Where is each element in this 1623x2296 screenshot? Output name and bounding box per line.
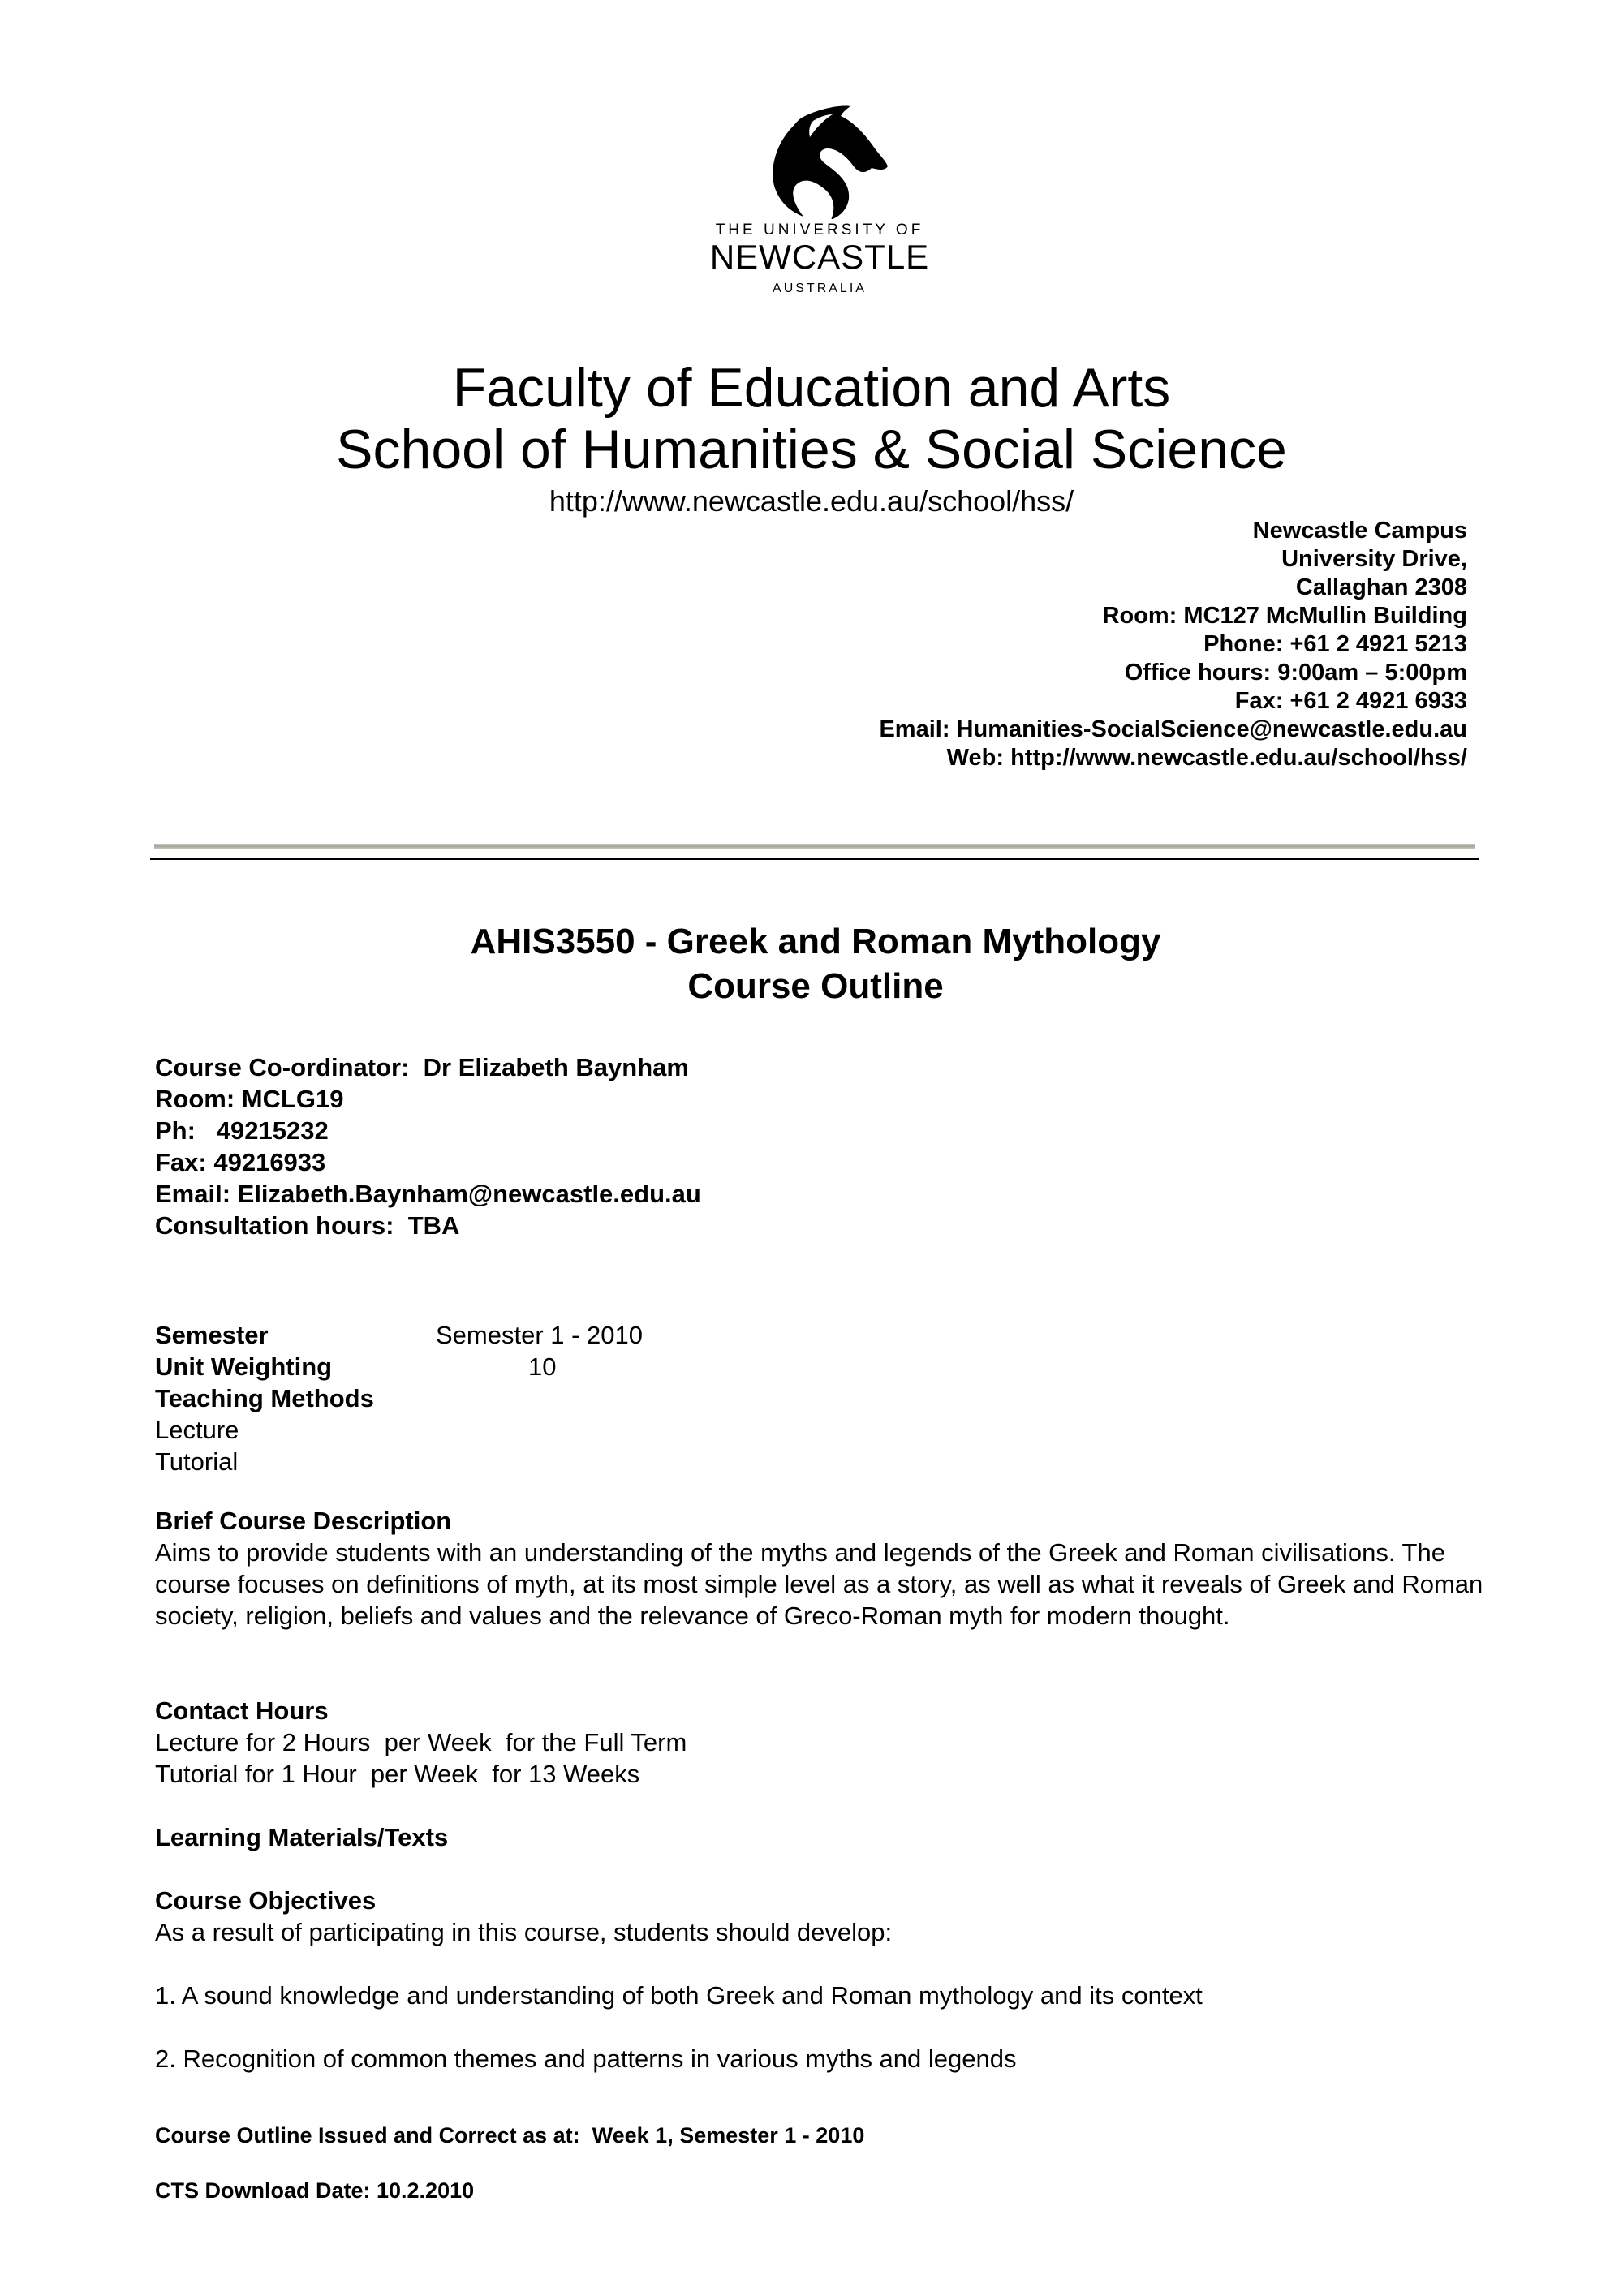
teaching-method-item: Lecture <box>155 1416 239 1444</box>
contact-hours-line: Tutorial for 1 Hour per Week for 13 Weeks <box>155 1760 640 1788</box>
divider-gray <box>154 844 1475 849</box>
address-web-link[interactable]: Web: http://www.newcastle.edu.au/school/hss/ <box>946 745 1467 771</box>
school-url-link[interactable]: http://www.newcastle.edu.au/school/hss/ <box>549 484 1074 518</box>
address-room: Room: MC127 McMullin Building <box>1102 603 1467 629</box>
course-description-section <box>155 1505 1486 1632</box>
description-heading: Brief Course Description <box>155 1507 452 1535</box>
address-email-link[interactable]: Email: Humanities-SocialScience@newcastle.edu.au <box>879 716 1467 742</box>
issued-date: Course Outline Issued and Correct as at: Week 1, Semester 1 - 2010 <box>155 2123 865 2148</box>
unit-weighting-label: Unit Weighting <box>155 1352 333 1381</box>
coordinator-name: Course Co-ordinator: Dr Elizabeth Baynham <box>155 1053 689 1081</box>
university-logo <box>706 101 933 304</box>
coordinator-email-link[interactable]: Email: Elizabeth.Baynham@newcastle.edu.au <box>155 1180 701 1208</box>
address-line: University Drive, <box>1281 546 1467 572</box>
coordinator-block <box>155 1051 701 1241</box>
address-line: Callaghan 2308 <box>1295 574 1467 600</box>
objectives-intro: As a result of participating in this course, students should develop: <box>155 1918 893 1946</box>
course-objectives-section <box>155 1885 1486 2075</box>
address-office-hours: Office hours: 9:00am – 5:00pm <box>1124 660 1467 686</box>
objective-item: 1. A sound knowledge and understanding of both Greek and Roman mythology and its context <box>155 1981 1203 2010</box>
logo-line-3: AUSTRALIA <box>773 282 867 295</box>
course-title: AHIS3550 - Greek and Roman Mythology <box>470 922 1161 961</box>
semester-value: Semester 1 - 2010 <box>436 1321 644 1349</box>
unit-weighting-row <box>155 1351 557 1382</box>
coordinator-phone: Ph: 49215232 <box>155 1116 329 1145</box>
coordinator-fax: Fax: 49216933 <box>155 1148 326 1176</box>
school-title: School of Humanities & Social Science <box>336 419 1287 480</box>
teaching-method-item: Tutorial <box>155 1447 239 1476</box>
divider-black <box>150 858 1479 860</box>
coordinator-room: Room: MCLG19 <box>155 1085 344 1113</box>
seahorse-logo-icon <box>706 101 933 219</box>
address-fax: Fax: +61 2 4921 6933 <box>1234 688 1467 714</box>
objectives-heading: Course Objectives <box>155 1886 377 1915</box>
course-subtitle: Course Outline <box>687 966 944 1006</box>
learning-materials-heading: Learning Materials/Texts <box>155 1823 449 1851</box>
address-line: Newcastle Campus <box>1252 518 1467 544</box>
objective-item: 2. Recognition of common themes and patterns in various myths and legends <box>155 2044 1017 2073</box>
cts-download-date: CTS Download Date: 10.2.2010 <box>155 2178 475 2203</box>
faculty-title: Faculty of Education and Arts <box>452 357 1171 419</box>
unit-weighting-value: 10 <box>528 1352 557 1381</box>
teaching-methods-label: Teaching Methods <box>155 1384 374 1412</box>
contact-hours-section <box>155 1695 687 1790</box>
contact-hours-line: Lecture for 2 Hours per Week for the Full Term <box>155 1728 687 1756</box>
semester-label: Semester <box>155 1321 269 1349</box>
logo-line-1: THE UNIVERSITY OF <box>715 221 924 239</box>
description-text: Aims to provide students with an understanding of the myths and legends of the Greek and Roman civilisations. The course focuses on definitions of myth, at its most simple level as a story, as well as what it reveals of Greek and Roman society, religion, beliefs and values and the relevance of Greco-Roman myth for modern thought. <box>155 1538 1483 1630</box>
campus-address-block <box>879 517 1467 772</box>
address-phone: Phone: +61 2 4921 5213 <box>1203 631 1467 657</box>
course-meta <box>155 1319 644 1477</box>
coordinator-consultation: Consultation hours: TBA <box>155 1211 460 1240</box>
logo-line-2: NEWCASTLE <box>709 238 930 276</box>
semester-row <box>155 1319 644 1351</box>
contact-hours-heading: Contact Hours <box>155 1696 329 1725</box>
